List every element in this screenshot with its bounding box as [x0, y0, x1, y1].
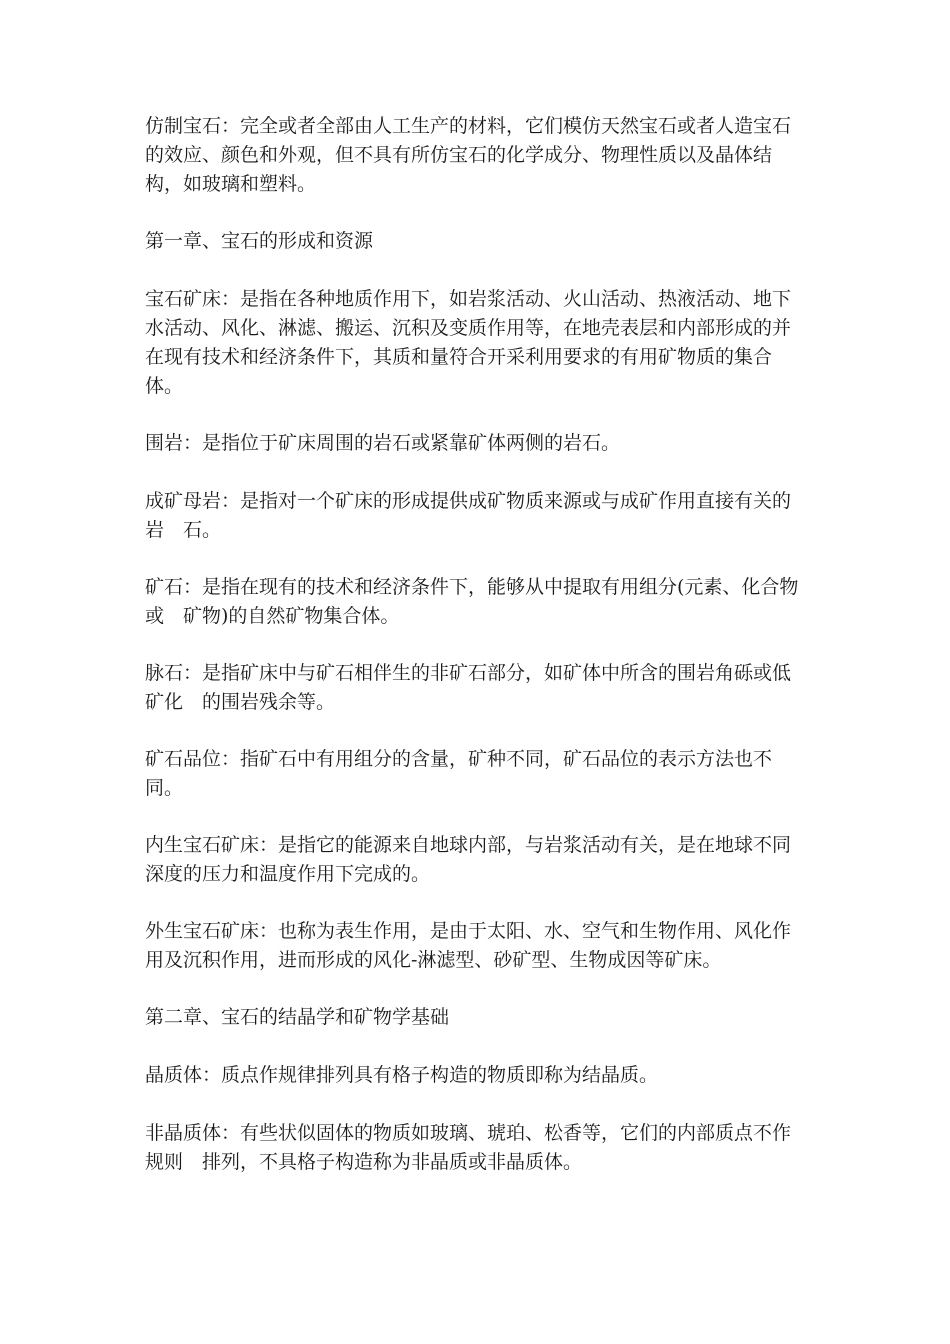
text-line: 或 矿物)的自然矿物集合体。 — [145, 605, 400, 627]
text-line: 第一章、宝石的形成和资源 — [145, 230, 374, 252]
text-line: 同。 — [145, 777, 184, 799]
paragraph-ore — [145, 573, 798, 631]
text-line: 构，如玻璃和塑料。 — [145, 173, 317, 195]
paragraph-exogenic-deposit — [145, 917, 791, 975]
paragraph-gem-deposit — [145, 285, 791, 401]
text-line: 晶质体：质点作规律排列具有格子构造的物质即称为结晶质。 — [145, 1064, 659, 1086]
text-line: 成矿母岩：是指对一个矿床的形成提供成矿物质来源或与成矿作用直接有关的 — [145, 490, 792, 512]
text-line: 第二章、宝石的结晶学和矿物学基础 — [145, 1006, 450, 1028]
text-line: 非晶质体：有些状似固体的物质如玻璃、琥珀、松香等，它们的内部质点不作 — [145, 1122, 792, 1144]
text-line: 宝石矿床：是指在各种地质作用下，如岩浆活动、火山活动、热液活动、地下 — [145, 288, 792, 310]
chapter-2-heading — [145, 1003, 449, 1032]
text-line: 矿化 的围岩残余等。 — [145, 691, 336, 713]
text-line: 围岩：是指位于矿床周围的岩石或紧靠矿体两侧的岩石。 — [145, 432, 621, 454]
paragraph-endogenic-deposit — [145, 831, 791, 889]
text-line: 外生宝石矿床：也称为表生作用，是由于太阳、水、空气和生物作用、风化作 — [145, 920, 792, 942]
chapter-1-heading — [145, 227, 373, 256]
text-line: 岩 石。 — [145, 519, 222, 541]
paragraph-parent-rock — [145, 487, 791, 545]
text-line: 水活动、风化、淋滤、搬运、沉积及变质作用等，在地壳表层和内部形成的并 — [145, 317, 792, 339]
paragraph-imitation-gem — [145, 112, 791, 199]
text-line: 在现有技术和经济条件下，其质和量符合开采利用要求的有用矿物质的集合 — [145, 346, 773, 368]
text-line: 用及沉积作用，进而形成的风化-淋滤型、砂矿型、生物成因等矿床。 — [145, 949, 722, 971]
text-line: 规则 排列，不具格子构造称为非晶质或非晶质体。 — [145, 1151, 583, 1173]
text-line: 内生宝石矿床：是指它的能源来自地球内部，与岩浆活动有关，是在地球不同 — [145, 834, 792, 856]
paragraph-amorphous — [145, 1119, 791, 1177]
text-line: 体。 — [145, 375, 184, 397]
text-line: 深度的压力和温度作用下完成的。 — [145, 863, 431, 885]
paragraph-gangue — [145, 659, 791, 717]
text-line: 矿石：是指在现有的技术和经济条件下，能够从中提取有用组分(元素、化合物 — [145, 576, 799, 598]
text-line: 仿制宝石：完全或者全部由人工生产的材料，它们模仿天然宝石或者人造宝石 — [145, 115, 792, 137]
text-line: 的效应、颜色和外观，但不具有所仿宝石的化学成分、物理性质以及晶体结 — [145, 144, 773, 166]
paragraph-ore-grade — [145, 745, 772, 803]
paragraph-wall-rock — [145, 429, 620, 458]
text-line: 矿石品位：指矿石中有用组分的含量，矿种不同，矿石品位的表示方法也不 — [145, 748, 773, 770]
text-line: 脉石：是指矿床中与矿石相伴生的非矿石部分，如矿体中所含的围岩角砾或低 — [145, 662, 792, 684]
paragraph-crystalline — [145, 1061, 658, 1090]
